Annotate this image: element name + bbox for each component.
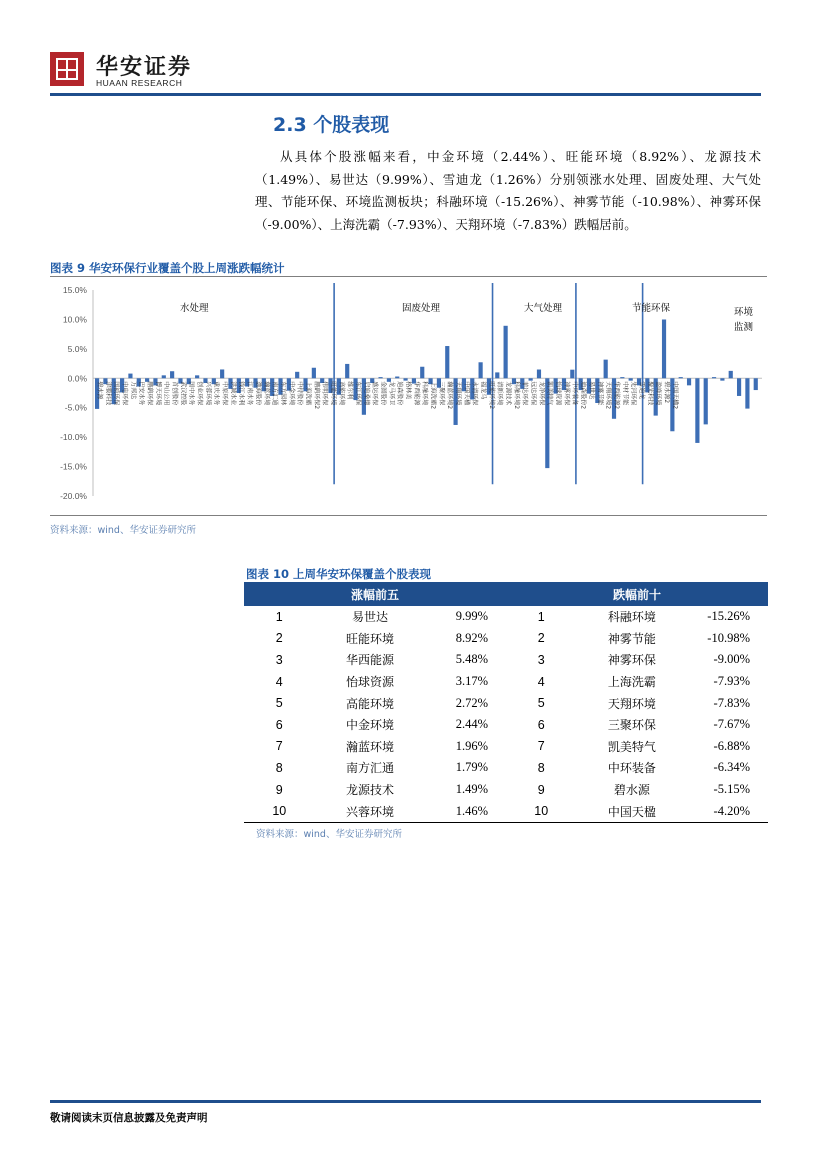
x-tick-label: 旺能环境 xyxy=(329,381,337,406)
bar xyxy=(403,378,407,380)
x-tick-label: 重庆水务 xyxy=(212,381,220,406)
loss-pct: -6.88% xyxy=(713,738,750,753)
loss-rank: 3 xyxy=(537,652,545,667)
bar xyxy=(504,326,508,379)
bar xyxy=(345,364,349,378)
bar xyxy=(162,375,166,378)
section-paragraph: 从具体个股涨幅来看，中金环境（2.44%）、旺能环境（8.92%）、龙源技术（1.49%）、易世达（9.99%）、雪迪龙（1.26%）分别领涨水处理、固废处理、大气处理、节能环保、环境监测板块；科融环境（-15.26%）、神雾节能（-10.98%）、神雾环保（-9.00%）、上海洗霸（-7.93%）、天翔环境（-7.83%）跌幅居前。 xyxy=(255,149,761,232)
loss-rank: 9 xyxy=(537,782,545,797)
x-tick-label: 聚光科技 xyxy=(646,381,654,406)
gain-pct: 1.79% xyxy=(455,760,488,775)
x-tick-label: 南方汇通 xyxy=(271,381,279,406)
table-row xyxy=(244,779,768,801)
bar xyxy=(479,362,483,378)
figure10-source: 资料来源：wind、华安证券研究所 xyxy=(256,829,402,840)
gain-rank: 3 xyxy=(275,652,283,667)
x-tick-label: 神雾环保 xyxy=(562,381,570,406)
x-tick-label: 鹏鹞环保2 xyxy=(312,381,320,410)
loss-pct: -4.20% xyxy=(687,800,768,822)
bar xyxy=(687,378,691,385)
gain-rank: 7 xyxy=(275,739,283,754)
y-tick-label: -20.0% xyxy=(60,491,87,501)
x-tick-label: 国祯环保 xyxy=(112,381,120,406)
x-tick-label: 博天环境 xyxy=(154,381,162,406)
x-tick-label: 龙源技术 xyxy=(504,381,512,406)
x-tick-label: 津膜科技 xyxy=(104,381,112,406)
gain-pct: 1.46% xyxy=(425,800,506,822)
x-tick-label: 远达环保 xyxy=(529,381,537,406)
x-tick-label: 巴安水务 xyxy=(137,381,145,406)
sector-label-air: 大气处理 xyxy=(524,303,563,314)
x-tick-label: 碧水源2 xyxy=(662,381,670,404)
figure9-title: 图表 9 华安环保行业覆盖个股上周涨跌幅统计 xyxy=(50,261,285,275)
gain-stock-name: 易世达 xyxy=(351,610,388,625)
x-tick-label: 怡球资源 xyxy=(554,381,562,406)
y-tick-label: 0.0% xyxy=(67,373,87,384)
loss-stock-name: 中国天楹 xyxy=(577,800,688,822)
bar xyxy=(729,371,733,378)
gain-pct: 5.48% xyxy=(455,652,488,667)
bar xyxy=(620,377,624,378)
y-tick-label: 5.0% xyxy=(67,343,87,354)
gain-stock-name: 华西能源 xyxy=(345,653,394,668)
x-tick-label: 天翔环境 xyxy=(454,381,462,406)
x-tick-label: 碧水源 xyxy=(96,381,103,400)
gain-stock-name: 旺能环境 xyxy=(345,631,394,646)
x-tick-label: 华西能源2 xyxy=(612,381,620,410)
x-tick-label: 中国天楹 xyxy=(462,381,470,406)
gain-header: 涨幅前五 xyxy=(244,582,506,606)
x-tick-label: 高能环境 xyxy=(337,381,345,406)
bar xyxy=(604,360,608,379)
section-title: 2.3 个股表现 xyxy=(273,114,390,136)
x-tick-label: 菲达环保 xyxy=(521,381,529,406)
x-tick-label: 华西能源 xyxy=(412,381,420,406)
x-tick-label: 龙马环卫 xyxy=(387,381,395,406)
bar xyxy=(395,377,399,379)
x-tick-label: 雪迪龙 xyxy=(637,381,645,400)
x-tick-label: 上海洗霸 xyxy=(304,381,312,406)
bar xyxy=(695,378,699,443)
x-tick-label: 盛运环保 xyxy=(371,381,379,406)
x-tick-label: 三聚环保 xyxy=(437,381,445,406)
x-tick-label: 永清环保 xyxy=(471,381,479,406)
figure9-source: 资料来源：wind、华安证券研究所 xyxy=(50,525,196,536)
table-row xyxy=(244,692,768,714)
loss-rank: 2 xyxy=(537,631,545,646)
loss-stock-name: 天翔环境 xyxy=(607,696,656,711)
sector-label-monitor-line2: 监测 xyxy=(734,322,754,333)
x-tick-label: 中持股份 xyxy=(296,381,304,406)
loss-rank: 5 xyxy=(537,696,545,711)
table-row xyxy=(244,757,768,779)
x-tick-label: 武汉控股 xyxy=(179,381,187,406)
x-tick-label: 中电环保 xyxy=(121,381,129,406)
bar xyxy=(295,372,299,378)
gain-pct: 3.17% xyxy=(455,674,488,689)
gain-stock-name: 中金环境 xyxy=(345,718,394,733)
header-divider xyxy=(50,93,761,96)
gain-stock-name: 南方汇通 xyxy=(345,761,394,776)
x-tick-label: 伟明环保 xyxy=(321,381,329,406)
loss-stock-name: 中环装备 xyxy=(607,761,656,776)
table-row xyxy=(244,671,768,693)
gain-pct: 8.92% xyxy=(455,630,488,645)
bar xyxy=(737,378,741,396)
x-tick-label: 中原环保 xyxy=(221,381,229,406)
gain-stock-name: 高能环境 xyxy=(345,696,394,711)
loss-pct: -6.34% xyxy=(713,760,750,775)
gain-rank: 8 xyxy=(275,760,283,775)
gain-pct: 1.96% xyxy=(455,738,488,753)
x-tick-label: 科融环境 xyxy=(421,381,429,406)
loss-pct: -7.83% xyxy=(713,695,750,710)
gain-rank: 4 xyxy=(275,674,283,689)
bar xyxy=(704,378,708,424)
y-tick-label: -5.0% xyxy=(64,402,87,413)
bar xyxy=(420,367,424,379)
loss-rank: 6 xyxy=(537,717,545,732)
figure9-top-rule xyxy=(50,276,767,277)
loss-stock-name: 碧水源 xyxy=(613,783,650,798)
y-tick-label: -15.0% xyxy=(60,461,87,472)
x-tick-label: 东江环保 xyxy=(354,381,362,406)
bar xyxy=(378,377,382,378)
loss-stock-name: 神雾节能 xyxy=(607,631,656,646)
table-row xyxy=(244,800,768,822)
gain-pct: 2.72% xyxy=(455,695,488,710)
bar xyxy=(537,370,541,379)
table-row xyxy=(244,628,768,650)
x-tick-label: 迪森股份 xyxy=(396,381,404,406)
bar xyxy=(312,368,316,379)
x-tick-label: 钱江水利 xyxy=(237,381,245,406)
x-tick-label: 金圆股份 xyxy=(379,381,387,406)
x-tick-label: 启迪桑德 xyxy=(362,381,370,406)
x-tick-label: 瀚蓝环境2 xyxy=(446,381,454,410)
x-tick-label: 万邦达 xyxy=(129,381,137,400)
x-tick-label: 福龙马 xyxy=(479,381,487,400)
figure9-chart xyxy=(50,280,767,512)
loss-stock-name: 上海洗霸 xyxy=(607,675,656,690)
gain-stock-name: 怡球资源 xyxy=(345,675,394,690)
figure9-bottom-rule xyxy=(50,515,767,516)
loss-rank: 1 xyxy=(537,609,545,624)
bar xyxy=(529,378,533,380)
x-tick-label: 易世达 xyxy=(587,381,595,400)
x-tick-label: 凯美特气 xyxy=(546,381,554,406)
x-tick-label: 天翔环境2 xyxy=(604,381,612,410)
sector-label-solid-waste: 固废处理 xyxy=(402,303,441,314)
x-tick-label: 迪森股份2 xyxy=(579,381,587,410)
loss-pct: -9.00% xyxy=(713,652,750,667)
loss-pct: -10.98% xyxy=(707,630,750,645)
x-tick-label: 江南水务 xyxy=(246,381,254,406)
bar xyxy=(128,374,132,379)
bar xyxy=(754,378,758,390)
loss-stock-name: 神雾环保 xyxy=(607,653,656,668)
gain-rank: 6 xyxy=(275,717,283,732)
x-tick-label: 创业环保 xyxy=(196,381,204,406)
loss-pct: -15.26% xyxy=(707,609,750,624)
gain-stock-name: 瀚蓝环境 xyxy=(345,739,394,754)
gain-pct: 1.49% xyxy=(455,782,488,797)
y-tick-label: -10.0% xyxy=(60,432,87,443)
x-tick-label: 东方园林 xyxy=(279,381,287,406)
bar xyxy=(170,371,174,378)
loss-header: 跌幅前十 xyxy=(506,582,768,606)
table-row xyxy=(244,606,768,628)
table-row xyxy=(244,649,768,671)
bar xyxy=(679,377,683,378)
bar xyxy=(220,369,224,378)
footer-disclaimer: 敬请阅读末页信息披露及免责声明 xyxy=(50,1112,208,1124)
gain-rank: 10 xyxy=(244,800,315,822)
loss-rank: 4 xyxy=(537,674,545,689)
gain-stock-name: 兴蓉环境 xyxy=(315,800,426,822)
x-tick-label: 龙净环保 xyxy=(537,381,545,406)
gain-rank: 1 xyxy=(275,609,283,624)
x-tick-label: 中材节能 xyxy=(621,381,629,406)
gain-rank: 2 xyxy=(275,631,283,646)
x-tick-label: 中国天楹2 xyxy=(671,381,679,410)
loss-stock-name: 凯美特气 xyxy=(607,739,656,754)
loss-stock-name: 科融环境 xyxy=(607,610,656,625)
table-row xyxy=(244,714,768,736)
gain-stock-name: 龙源技术 xyxy=(345,783,394,798)
bar xyxy=(570,370,574,379)
x-tick-label: 首创股份 xyxy=(171,381,179,406)
brand-name: 华安证券 xyxy=(96,55,193,80)
x-tick-label: 神雾节能 xyxy=(596,381,604,406)
figure10-title: 图表 10 上周华安环保覆盖个股表现 xyxy=(246,567,432,581)
x-tick-label: 兴蓉环境 xyxy=(204,381,212,406)
x-tick-label: 维尔利 xyxy=(346,381,354,400)
bar xyxy=(662,319,666,378)
brand-english: HUAAN RESEARCH xyxy=(96,78,183,88)
bar xyxy=(195,375,199,378)
gain-pct: 2.44% xyxy=(455,717,488,732)
loss-rank: 7 xyxy=(537,739,545,754)
x-tick-label: 瀚蓝环境 xyxy=(262,381,270,406)
x-tick-label: 渤海股份 xyxy=(254,381,262,406)
x-tick-label: 洪城水业 xyxy=(229,381,237,406)
x-tick-label: 中山公用 xyxy=(162,381,170,406)
x-tick-label: 先河环保 xyxy=(629,381,637,406)
loss-stock-name: 三聚环保 xyxy=(607,718,656,733)
x-tick-label: 中金环境 xyxy=(287,381,295,406)
loss-pct: -5.15% xyxy=(713,782,750,797)
y-tick-label: 10.0% xyxy=(62,314,87,325)
bar xyxy=(745,378,749,408)
x-tick-label: 旺能环境2 xyxy=(487,381,495,410)
loss-rank: 8 xyxy=(537,760,545,775)
x-tick-label: 国中水务 xyxy=(187,381,195,406)
loss-pct: -7.93% xyxy=(713,674,750,689)
x-tick-label: 盈峰环境 xyxy=(654,381,662,406)
sector-label-energy: 节能环保 xyxy=(632,303,671,314)
bar xyxy=(720,378,724,380)
x-tick-label: 格林美 xyxy=(404,381,412,400)
bar xyxy=(495,372,499,378)
bar xyxy=(712,377,716,378)
gain-rank: 5 xyxy=(275,696,283,711)
bar xyxy=(629,378,633,380)
loss-rank: 10 xyxy=(506,800,577,822)
sector-label-water: 水处理 xyxy=(180,303,209,314)
x-tick-label: 科融环境2 xyxy=(512,381,520,410)
x-tick-label: 鹏鹞环保 xyxy=(146,381,154,406)
table-row xyxy=(244,736,768,758)
x-tick-label: 上海洗霸2 xyxy=(429,381,437,410)
figure10-table xyxy=(244,582,768,823)
gain-rank: 9 xyxy=(275,782,283,797)
sector-label-monitor-line1: 环境 xyxy=(734,307,754,318)
bar xyxy=(445,346,449,378)
footer-divider xyxy=(50,1100,761,1103)
x-tick-label: 清新环境 xyxy=(496,381,504,406)
gain-pct: 9.99% xyxy=(455,609,488,624)
x-tick-label: 中环装备 xyxy=(571,381,579,406)
company-logo xyxy=(50,52,84,86)
y-tick-label: 15.0% xyxy=(62,285,87,295)
loss-pct: -7.67% xyxy=(713,717,750,732)
